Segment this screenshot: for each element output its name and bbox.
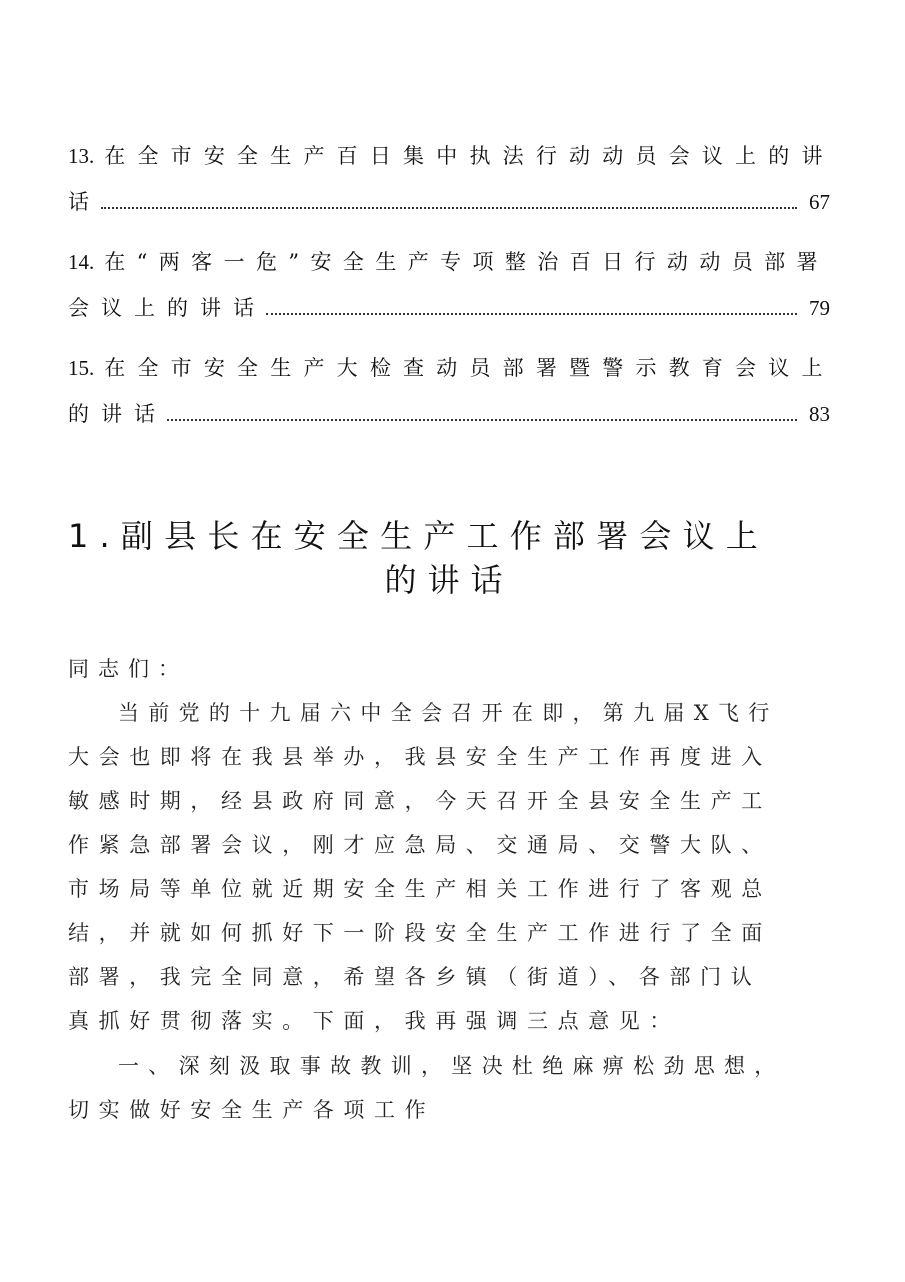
toc-entry-title-line1: 在全市安全生产大检查动员部署暨警示教育会议上 bbox=[104, 356, 835, 380]
salutation: 同志们： bbox=[68, 657, 188, 681]
toc-entry-number: 15. bbox=[68, 356, 95, 380]
toc-entry-title-line1: 在全市安全生产百日集中执法行动动员会议上的讲 bbox=[104, 144, 835, 168]
paragraph-line: 结，并就如何抓好下一阶段安全生产工作进行了全面 bbox=[68, 921, 772, 945]
heading-line-1: 1.副县长在安全生产工作部署会议上 bbox=[68, 517, 769, 555]
paragraph-line: 部署，我完全同意，希望各乡镇（街道）、各部门认 bbox=[68, 965, 762, 989]
toc-leader-dots bbox=[167, 419, 797, 421]
toc-entry-title-line1: 在“两客一危”安全生产专项整治百日行动动员部署 bbox=[104, 250, 829, 274]
toc-entry-title bbox=[68, 355, 835, 381]
toc-entry-15[interactable] bbox=[68, 355, 835, 427]
paragraph-line: 真抓好贯彻落实。下面，我再强调三点意见： bbox=[68, 1009, 680, 1033]
toc-entry-number: 14. bbox=[68, 250, 95, 274]
subsection-heading-line: 一、深刻汲取事故教训，坚决杜绝麻痹松劲思想， bbox=[118, 1054, 785, 1078]
paragraph-line: 敏感时期，经县政府同意，今天召开全县安全生产工 bbox=[68, 789, 772, 813]
toc-entry-13[interactable] bbox=[68, 143, 835, 215]
toc-entry-number: 13. bbox=[68, 144, 95, 168]
paragraph-line: 作紧急部署会议，刚才应急局、交通局、交警大队、 bbox=[68, 833, 772, 857]
toc-entry-title-line2: 的讲话 bbox=[68, 402, 167, 426]
toc-entry-title-line2: 话 bbox=[68, 190, 101, 214]
subsection-heading-line: 切实做好安全生产各项工作 bbox=[68, 1098, 436, 1122]
paragraph-line: 大会也即将在我县举办，我县安全生产工作再度进入 bbox=[68, 745, 772, 769]
toc-entry-title bbox=[68, 249, 830, 275]
toc-entry-title bbox=[68, 143, 835, 169]
toc-page-number: 79 bbox=[809, 296, 830, 320]
toc-leader-dots bbox=[266, 313, 797, 315]
toc-leader-dots bbox=[101, 207, 797, 209]
toc-entry-14[interactable] bbox=[68, 249, 830, 321]
heading-line-2: 的讲话 bbox=[384, 561, 514, 599]
toc-entry-title-line2: 会议上的讲话 bbox=[68, 296, 266, 320]
paragraph-line: 当前党的十九届六中全会召开在即，第九届X飞行 bbox=[118, 701, 779, 725]
toc-page-number: 67 bbox=[809, 190, 830, 214]
paragraph-line: 市场局等单位就近期安全生产相关工作进行了客观总 bbox=[68, 877, 772, 901]
toc-page-number: 83 bbox=[809, 402, 830, 426]
